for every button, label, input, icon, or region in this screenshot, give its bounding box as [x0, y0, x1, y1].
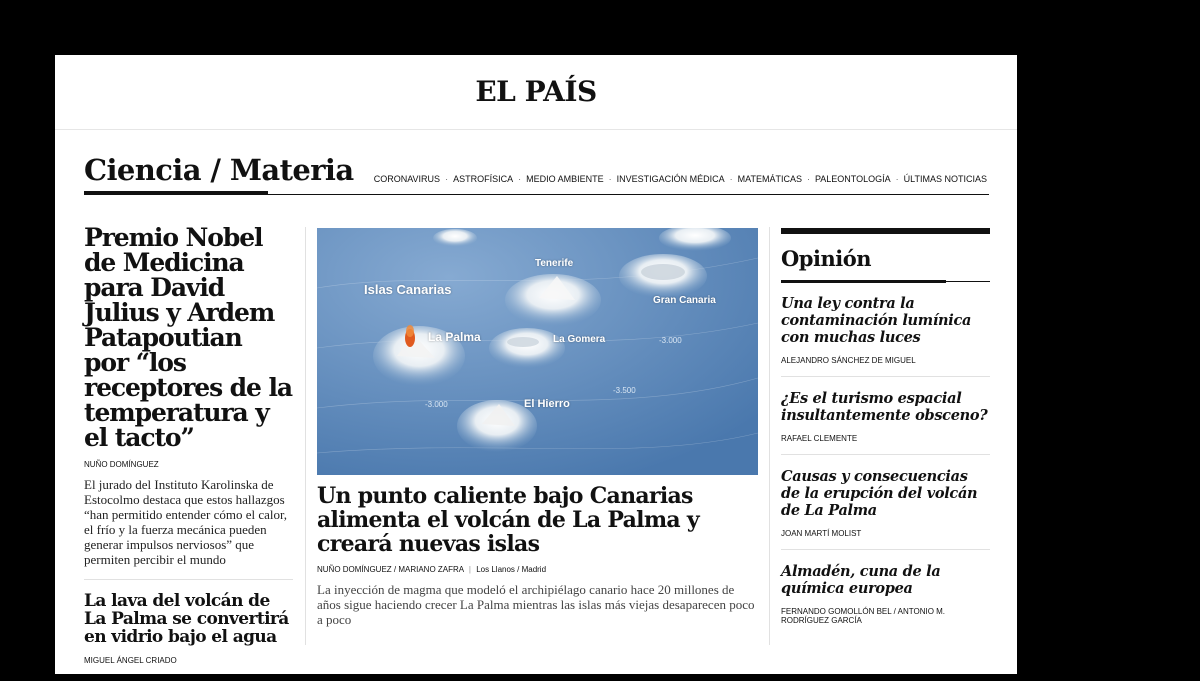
map-label-gran-canaria: Gran Canaria: [653, 295, 716, 306]
nav-item-medio-ambiente[interactable]: MEDIO AMBIENTE: [526, 174, 604, 184]
article-byline: [317, 565, 758, 574]
nav-separator: ·: [518, 174, 522, 184]
byline-separator: |: [468, 565, 471, 574]
secondary-article: [84, 592, 293, 665]
opinion-author[interactable]: ALEJANDRO SÁNCHEZ DE MIGUEL: [781, 356, 916, 365]
opinion-item: [781, 377, 990, 455]
page-frame: [55, 55, 1017, 674]
nav-item-ultimas-noticias[interactable]: ÚLTIMAS NOTICIAS: [903, 174, 987, 184]
left-column: [84, 225, 293, 665]
section-title[interactable]: Ciencia / Materia: [84, 153, 354, 187]
section-nav: [374, 174, 987, 184]
nav-separator: ·: [445, 174, 449, 184]
opinion-item: [781, 282, 990, 377]
article-author[interactable]: MIGUEL ÁNGEL CRIADO: [84, 656, 177, 665]
article-headline[interactable]: La lava del volcán de La Palma se convertirá en vidrio bajo el agua: [84, 591, 289, 647]
center-column: [317, 228, 758, 627]
map-label-la-gomera: La Gomera: [553, 334, 606, 345]
nav-separator: ·: [729, 174, 733, 184]
map-label-el-hierro: El Hierro: [524, 398, 570, 410]
article-authors[interactable]: NUÑO DOMÍNGUEZ / MARIANO ZAFRA: [317, 565, 464, 574]
article-headline[interactable]: Un punto caliente bajo Canarias alimenta el volcán de La Palma y creará nuevas islas: [317, 483, 700, 557]
depth-label: -3.500: [613, 386, 636, 395]
section-underline: [84, 191, 268, 195]
article-summary: La inyección de magma que modeló el archipiélago canario hace 20 millones de años sigue haciendo crecer La Palma mientras las islas más viejas desaparecen poco a poco: [317, 582, 755, 627]
opinion-headline[interactable]: ¿Es el turismo espacial insultantemente obsceno?: [781, 390, 988, 424]
nav-item-paleontologia[interactable]: PALEONTOLOGÍA: [814, 174, 891, 184]
column-divider: [305, 227, 306, 645]
depth-label: -3.000: [659, 336, 682, 345]
opinion-headline[interactable]: Almadén, cuna de la química europea: [781, 563, 941, 597]
nav-item-coronavirus[interactable]: CORONAVIRUS: [373, 174, 441, 184]
article-headline[interactable]: Premio Nobel de Medicina para David Julius y Ardem Patapoutian por “los receptores de la temperatura y el tacto”: [84, 223, 292, 452]
opinion-item: [781, 550, 990, 636]
opinion-headline[interactable]: Una ley contra la contaminación lumínica con muchas luces: [781, 295, 972, 346]
depth-label: -3.000: [425, 400, 448, 409]
canary-islands-map-image[interactable]: [317, 228, 758, 475]
opinion-title[interactable]: Opinión: [781, 246, 871, 271]
map-label-tenerife: Tenerife: [535, 258, 574, 269]
masthead: [55, 55, 1017, 130]
map-label-islas-canarias: Islas Canarias: [364, 282, 452, 297]
el-pais-logo[interactable]: EL PAÍS: [475, 75, 597, 108]
main-article: [84, 225, 293, 567]
article-author[interactable]: NUÑO DOMÍNGUEZ: [84, 460, 159, 469]
opinion-column: [781, 228, 990, 636]
nav-item-investigacion-medica[interactable]: INVESTIGACIÓN MÉDICA: [616, 174, 725, 184]
opinion-item: [781, 455, 990, 550]
opinion-author[interactable]: RAFAEL CLEMENTE: [781, 434, 858, 443]
opinion-author[interactable]: JOAN MARTÍ MOLIST: [781, 529, 862, 538]
opinion-headline[interactable]: Causas y consecuencias de la erupción del volcán de La Palma: [781, 468, 978, 519]
article-divider: [84, 579, 293, 580]
nav-separator: ·: [608, 174, 612, 184]
column-divider: [769, 227, 770, 645]
opinion-top-bar: [781, 228, 990, 234]
nav-separator: ·: [895, 174, 899, 184]
map-label-la-palma: La Palma: [428, 330, 481, 344]
nav-separator: ·: [806, 174, 810, 184]
nav-item-matematicas[interactable]: MATEMÁTICAS: [737, 174, 802, 184]
opinion-author[interactable]: FERNANDO GOMOLLÓN BEL / ANTONIO M. RODRÍGUEZ GARCÍA: [781, 607, 946, 625]
article-location: Los Llanos / Madrid: [476, 565, 547, 574]
nav-item-astrofisica[interactable]: ASTROFÍSICA: [453, 174, 514, 184]
article-summary: El jurado del Instituto Karolinska de Estocolmo destaca que estos hallazgos “han permitido entender cómo el calor, el frío y la fuerza mecánica pueden generar impulsos nerviosos” que permiten percibir el mundo: [84, 477, 288, 567]
